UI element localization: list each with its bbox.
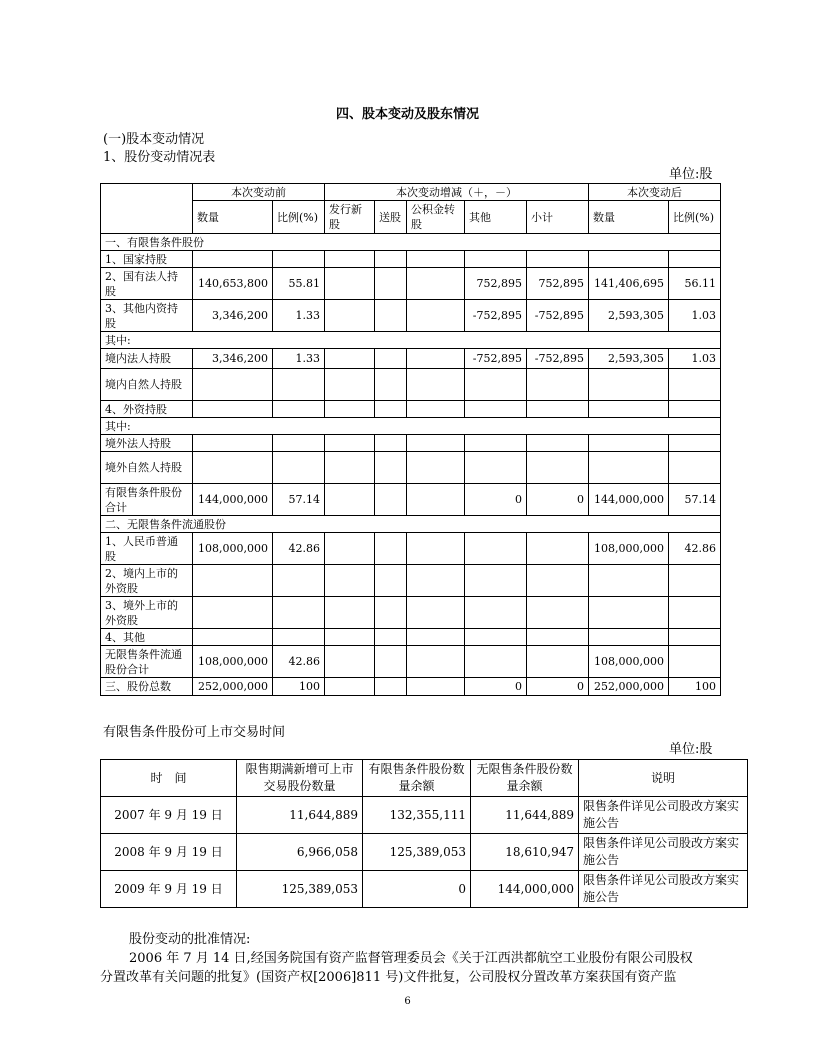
table-cell [527, 533, 589, 565]
col-qty: 数量 [193, 201, 273, 234]
table-cell [375, 401, 407, 418]
table-cell: 752,895 [527, 268, 589, 300]
table-cell [589, 251, 669, 268]
column-header: 时 间 [101, 760, 237, 797]
table-cell [325, 533, 375, 565]
table-cell: 55.81 [273, 268, 325, 300]
table-cell: 144,000,000 [193, 484, 273, 516]
table-cell [325, 251, 375, 268]
row-label: 1、人民币普通股 [101, 533, 193, 565]
table-cell [669, 251, 721, 268]
row-label: 4、外资持股 [101, 401, 193, 418]
table-cell: 252,000,000 [193, 678, 273, 696]
table-row [101, 646, 721, 678]
column-header: 有限售条件股份数量余额 [363, 760, 471, 797]
table-cell [465, 251, 527, 268]
table2-caption: 有限售条件股份可上市交易时间 [103, 725, 286, 740]
table-cell [273, 452, 325, 484]
table-row [101, 834, 748, 871]
table-cell [527, 597, 589, 629]
table-cell: 11,644,889 [471, 797, 579, 834]
table-cell [465, 646, 527, 678]
table-cell [325, 597, 375, 629]
table-cell [375, 597, 407, 629]
table-cell [589, 452, 669, 484]
row-label: 3、境外上市的外资股 [101, 597, 193, 629]
table-cell [527, 565, 589, 597]
table-cell [669, 435, 721, 452]
table-cell: 限售条件详见公司股改方案实施公告 [579, 834, 748, 871]
table-cell [407, 484, 465, 516]
table-cell [325, 646, 375, 678]
row-label: 有限售条件股份合计 [101, 484, 193, 516]
table-cell [407, 452, 465, 484]
table-row [101, 452, 721, 484]
row-label: 二、无限售条件流通股份 [101, 516, 721, 533]
table-cell: 108,000,000 [589, 646, 669, 678]
table-row [101, 516, 721, 533]
table-cell: 100 [669, 678, 721, 696]
table-cell: 108,000,000 [589, 533, 669, 565]
table-cell: 2009 年 9 月 19 日 [101, 871, 237, 908]
table-row [101, 629, 721, 646]
table-cell [193, 369, 273, 401]
table-cell [465, 435, 527, 452]
table-cell [193, 251, 273, 268]
table-cell [407, 401, 465, 418]
table-cell: 125,389,053 [363, 834, 471, 871]
approval-line-1: 2006 年 7 月 14 日,经国务院国有资产监督管理委员会《关于江西洪都航空工业股份有限公司股权 [129, 951, 693, 966]
section-heading: (一)股本变动情况 [103, 132, 205, 147]
table-cell [325, 678, 375, 696]
table-cell: 2,593,305 [589, 300, 669, 332]
table-cell [375, 435, 407, 452]
table-cell: 144,000,000 [471, 871, 579, 908]
table-cell: 3,346,200 [193, 300, 273, 332]
table-cell [375, 452, 407, 484]
approval-line-2: 分置改革有关问题的批复》(国资产权[2006]811 号)文件批复，公司股权分置改革方案获国有资产监 [100, 970, 677, 985]
row-label: 境内法人持股 [101, 349, 193, 369]
table-cell [273, 597, 325, 629]
table-cell [273, 629, 325, 646]
approval-title: 股份变动的批准情况: [129, 932, 251, 947]
unit-label: 单位:股 [669, 167, 713, 182]
page-title: 四、股本变动及股东情况 [335, 107, 479, 122]
table-cell: -752,895 [527, 349, 589, 369]
table-cell: 141,406,695 [589, 268, 669, 300]
table-cell: 42.86 [669, 533, 721, 565]
column-header: 限售期满新增可上市交易股份数量 [237, 760, 363, 797]
table-cell [325, 369, 375, 401]
table-cell [375, 484, 407, 516]
table-cell [465, 452, 527, 484]
table-cell [407, 646, 465, 678]
table-cell [527, 251, 589, 268]
table-cell [465, 401, 527, 418]
table-cell [465, 597, 527, 629]
table-cell: 1.03 [669, 300, 721, 332]
table-cell: -752,895 [465, 300, 527, 332]
column-header: 无限售条件股份数量余额 [471, 760, 579, 797]
table-cell [375, 678, 407, 696]
table-cell: 1.03 [669, 349, 721, 369]
table-cell [589, 565, 669, 597]
subsection-heading: 1、股份变动情况表 [103, 150, 216, 165]
share-change-table [100, 183, 721, 696]
unit-label-2: 单位:股 [669, 742, 713, 757]
table-row [101, 597, 721, 629]
table-cell: 144,000,000 [589, 484, 669, 516]
table-row [101, 268, 721, 300]
table-cell [375, 646, 407, 678]
table-cell: 108,000,000 [193, 646, 273, 678]
table-cell: 108,000,000 [193, 533, 273, 565]
table-cell [193, 629, 273, 646]
table-cell: 2,593,305 [589, 349, 669, 369]
table-cell: 18,610,947 [471, 834, 579, 871]
table-cell [325, 300, 375, 332]
row-label: 境外法人持股 [101, 435, 193, 452]
table-cell [407, 629, 465, 646]
table-row [101, 678, 721, 696]
table-row [101, 533, 721, 565]
table-row [101, 251, 721, 268]
table-cell: 0 [465, 484, 527, 516]
col-other: 其他 [465, 201, 527, 234]
row-label: 3、其他内资持股 [101, 300, 193, 332]
table-cell [407, 349, 465, 369]
table-cell: 6,966,058 [237, 834, 363, 871]
table-row [101, 435, 721, 452]
table-cell [375, 268, 407, 300]
table-cell: 限售条件详见公司股改方案实施公告 [579, 797, 748, 834]
table-cell: 1.33 [273, 349, 325, 369]
table-row [101, 349, 721, 369]
table-cell [325, 401, 375, 418]
group-after: 本次变动后 [589, 184, 721, 201]
table-row [101, 565, 721, 597]
table-cell [589, 401, 669, 418]
table-cell: -752,895 [527, 300, 589, 332]
table-cell [589, 597, 669, 629]
table-cell [527, 435, 589, 452]
group-change: 本次变动增减（＋，－） [325, 184, 589, 201]
table-cell [589, 629, 669, 646]
table-cell [589, 369, 669, 401]
tradable-schedule-body [101, 760, 748, 908]
table-cell [527, 646, 589, 678]
table-row [101, 369, 721, 401]
table-cell [407, 251, 465, 268]
table-row [101, 871, 748, 908]
table-cell [273, 565, 325, 597]
table-row [101, 418, 721, 435]
row-label: 2、境内上市的外资股 [101, 565, 193, 597]
table-header-row [101, 760, 748, 797]
table-cell: 57.14 [669, 484, 721, 516]
table-cell [375, 251, 407, 268]
table-cell [527, 452, 589, 484]
table-cell [407, 565, 465, 597]
table-cell: 125,389,053 [237, 871, 363, 908]
table-cell: 57.14 [273, 484, 325, 516]
table-row [101, 484, 721, 516]
col-qty-after: 数量 [589, 201, 669, 234]
share-change-table-body [101, 184, 721, 696]
table-row [101, 332, 721, 349]
table-row [101, 797, 748, 834]
table-cell [465, 565, 527, 597]
col-ratio-after: 比例(%) [669, 201, 721, 234]
table-cell [669, 401, 721, 418]
table-cell [527, 369, 589, 401]
table-cell [325, 484, 375, 516]
table-cell: 252,000,000 [589, 678, 669, 696]
table-cell: 0 [527, 678, 589, 696]
table-cell [375, 349, 407, 369]
table-cell: 42.86 [273, 646, 325, 678]
table-cell: 0 [465, 678, 527, 696]
table-cell [669, 629, 721, 646]
table-cell: 42.86 [273, 533, 325, 565]
table-cell [193, 401, 273, 418]
table-cell [527, 401, 589, 418]
table-cell [273, 435, 325, 452]
table-cell [669, 369, 721, 401]
row-label: 境外自然人持股 [101, 452, 193, 484]
table-cell [375, 369, 407, 401]
table-cell [465, 369, 527, 401]
table-cell: 752,895 [465, 268, 527, 300]
table-cell: 限售条件详见公司股改方案实施公告 [579, 871, 748, 908]
col-new: 发行新股 [325, 201, 375, 234]
table-cell [669, 565, 721, 597]
table-cell [375, 565, 407, 597]
table-cell [669, 646, 721, 678]
table-cell: -752,895 [465, 349, 527, 369]
table-cell [325, 349, 375, 369]
row-label: 其中: [101, 332, 721, 349]
page-number: 6 [404, 996, 411, 1007]
table-cell [465, 629, 527, 646]
header-blank [101, 184, 193, 234]
table-cell [527, 629, 589, 646]
table-cell: 3,346,200 [193, 349, 273, 369]
table-cell: 100 [273, 678, 325, 696]
table-cell [375, 300, 407, 332]
table-cell [375, 629, 407, 646]
table-cell: 140,653,800 [193, 268, 273, 300]
table-cell [193, 597, 273, 629]
table-cell [407, 300, 465, 332]
row-label: 境内自然人持股 [101, 369, 193, 401]
table-cell [407, 435, 465, 452]
table-cell [325, 452, 375, 484]
table-cell [407, 268, 465, 300]
table-cell: 132,355,111 [363, 797, 471, 834]
table-cell [669, 597, 721, 629]
row-label: 其中: [101, 418, 721, 435]
table-row [101, 300, 721, 332]
table-cell [407, 678, 465, 696]
table-cell: 11,644,889 [237, 797, 363, 834]
table-cell: 0 [363, 871, 471, 908]
table-cell: 2007 年 9 月 19 日 [101, 797, 237, 834]
table-cell: 2008 年 9 月 19 日 [101, 834, 237, 871]
tradable-schedule-table [100, 759, 748, 908]
row-label: 三、股份总数 [101, 678, 193, 696]
table-cell [325, 565, 375, 597]
table-cell [407, 369, 465, 401]
col-reserve: 公积金转股 [407, 201, 465, 234]
table-cell [375, 533, 407, 565]
table-cell [407, 597, 465, 629]
table-cell [273, 369, 325, 401]
table-cell: 1.33 [273, 300, 325, 332]
table-cell [465, 533, 527, 565]
row-label: 一、有限售条件股份 [101, 234, 721, 251]
row-label: 2、国有法人持股 [101, 268, 193, 300]
column-header: 说明 [579, 760, 748, 797]
table-cell [325, 629, 375, 646]
table-cell [193, 435, 273, 452]
table-row [101, 401, 721, 418]
col-ratio: 比例(%) [273, 201, 325, 234]
row-label: 4、其他 [101, 629, 193, 646]
table-cell: 56.11 [669, 268, 721, 300]
table-cell [589, 435, 669, 452]
table-cell [407, 533, 465, 565]
row-label: 1、国家持股 [101, 251, 193, 268]
table-cell [193, 565, 273, 597]
table-cell [325, 435, 375, 452]
table-cell [193, 452, 273, 484]
table-row [101, 234, 721, 251]
table-cell: 0 [527, 484, 589, 516]
table-cell [273, 401, 325, 418]
group-before: 本次变动前 [193, 184, 325, 201]
row-label: 无限售条件流通股份合计 [101, 646, 193, 678]
col-bonus: 送股 [375, 201, 407, 234]
table-cell [325, 268, 375, 300]
col-subtotal: 小计 [527, 201, 589, 234]
table-cell [669, 452, 721, 484]
table-cell [273, 251, 325, 268]
